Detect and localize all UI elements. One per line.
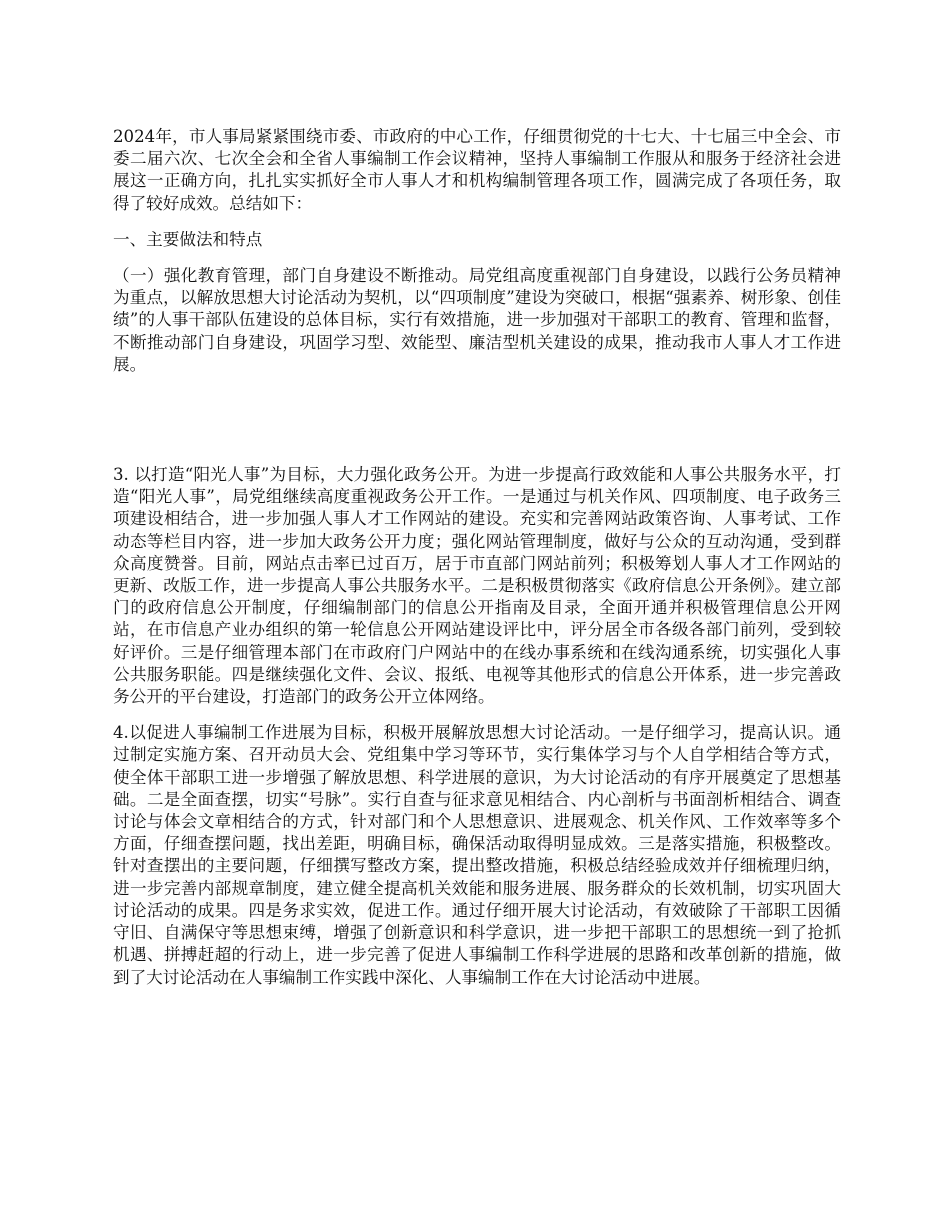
item-4-paragraph: 4.以促进人事编制工作进展为目标，积极开展解放思想大讨论活动。一是仔细学习，提高认识。通过制定实施方案、召开动员大会、党组集中学习等环节，实行集体学习与个人自学相结合等方式，使全体干部职工进一步增强了解放思想、科学进展的意识，为大讨论活动的有序开展奠定了思想基础。二是全面查摆，切实“号脉”。实行自查与征求意见相结合、内心剖析与书面剖析相结合、调查讨论与体会文章相结合的方式，针对部门和个人思想意识、进展观念、机关作风、工作效率等多个方面，仔细查摆问题，找出差距，明确目标，确保活动取得明显成效。三是落实措施，积极整改。针对查摆出的主要问题，仔细撰写整改方案，提出整改措施，积极总结经验成效并仔细梳理归纳，进一步完善内部规章制度，建立健全提高机关效能和服务进展、服务群众的长效机制，切实巩固大讨论活动的成果。四是务求实效，促进工作。通过仔细开展大讨论活动，有效破除了干部职工因循守旧、自满保守等思想束缚，增强了创新意识和科学意识，进一步把干部职工的思想统一到了抢抓机遇、拼搏赶超的行动上，进一步完善了促进人事编制工作科学进展的思路和改革创新的措施，做到了大讨论活动在人事编制工作实践中深化、人事编制工作在大讨论活动中进展。 — [113, 723, 841, 987]
item-3-paragraph: 3. 以打造“阳光人事”为目标，大力强化政务公开。为进一步提高行政效能和人事公共服务水平，打造“阳光人事”，局党组继续高度重视政务公开工作。一是通过与机关作风、四项制度、电子政务三项建设相结合，进一步加强人事人才工作网站的建设。充实和完善网站政策咨询、人事考试、工作动态等栏目内容，进一步加大政务公开力度；强化网站管理制度，做好与公众的互动沟通，受到群众高度赞誉。目前，网站点击率已过百万，居于市直部门网站前列；积极筹划人事人才工作网站的更新、改版工作，进一步提高人事公共服务水平。二是积极贯彻落实《政府信息公开条例》。建立部门的政府信息公开制度，仔细编制部门的信息公开指南及目录，全面开通并积极管理信息公开网站，在市信息产业办组织的第一轮信息公开网站建设评比中，评分居全市各级各部门前列，受到较好评价。三是仔细管理本部门在市政府门户网站中的在线办事系统和在线沟通系统，切实强化人事公共服务职能。四是继续强化文件、会议、报纸、电视等其他形式的信息公开体系，进一步完善政务公开的平台建设，打造部门的政务公开立体网络。 — [113, 465, 841, 707]
blank-gap — [113, 376, 841, 464]
intro-paragraph: 2024年，市人事局紧紧围绕市委、市政府的中心工作，仔细贯彻党的十七大、十七届三中全会、市委二届六次、七次全会和全省人事编制工作会议精神，坚持人事编制工作服从和服务于经济社会进展这一正确方向，扎扎实实抓好全市人事人才和机构编制管理各项工作，圆满完成了各项任务，取得了较好成效。总结如下： — [113, 127, 841, 213]
document-page — [113, 126, 841, 989]
section-heading: 一、主要做法和特点 — [113, 229, 263, 249]
item-1-paragraph: （一）强化教育管理，部门自身建设不断推动。局党组高度重视部门自身建设，以践行公务员精神为重点，以解放思想大讨论活动为契机，以“四项制度”建设为突破口，根据“强素养、树形象、创佳绩”的人事干部队伍建设的总体目标，实行有效措施，进一步加强对干部职工的教育、管理和监督，不断推动部门自身建设，巩固学习型、效能型、廉洁型机关建设的成果，推动我市人事人才工作进展。 — [113, 266, 841, 374]
